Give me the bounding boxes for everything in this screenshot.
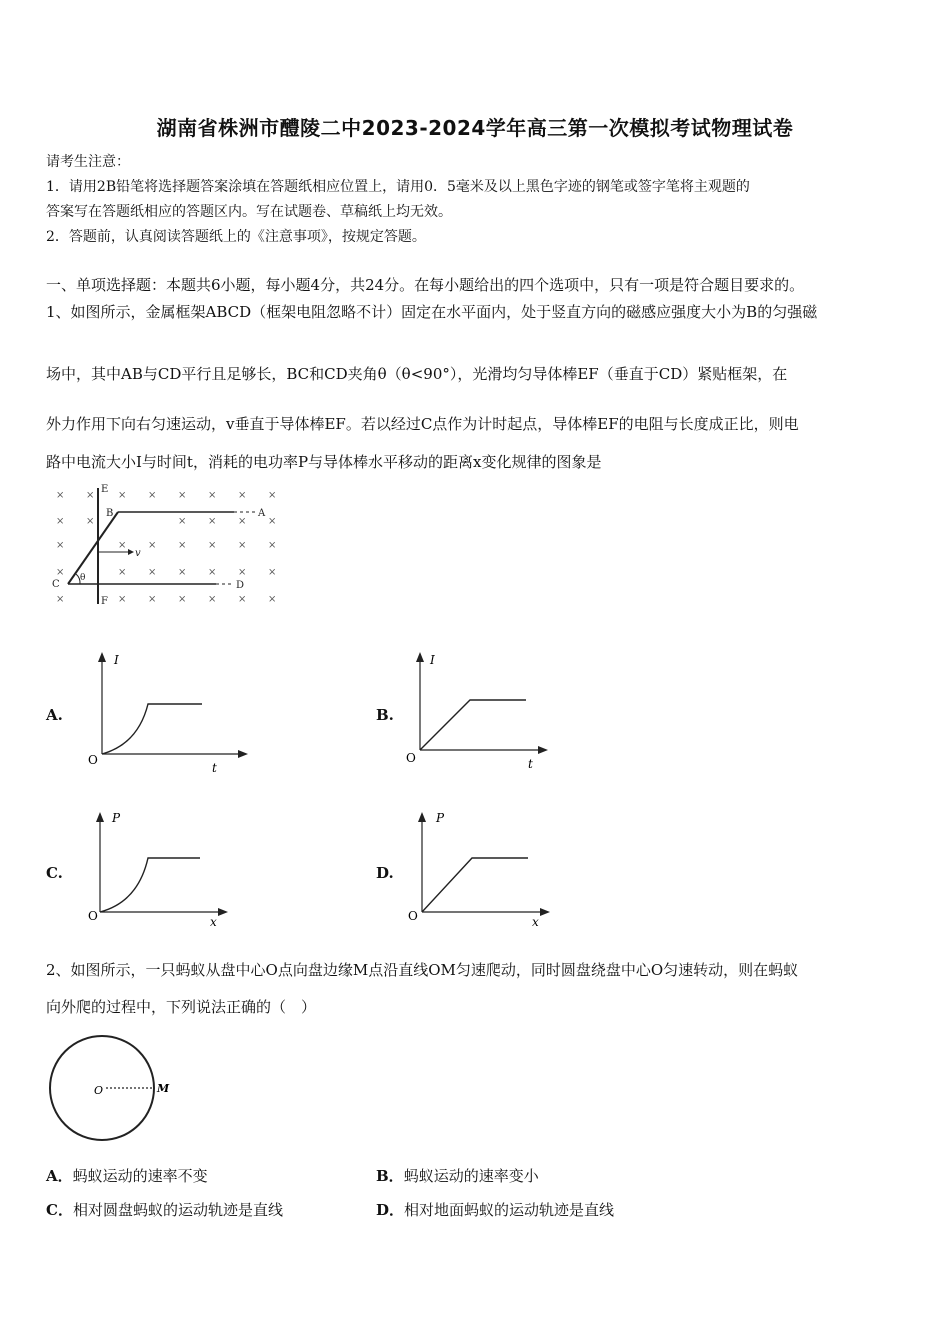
label-c: C xyxy=(52,579,60,590)
svg-text:×: × xyxy=(118,567,127,578)
origin-label: O xyxy=(88,909,98,923)
svg-text:×: × xyxy=(208,490,217,501)
curve-d xyxy=(422,858,528,912)
q1-option-a-label[interactable]: A. xyxy=(46,706,63,724)
notice-line-1b: 答案写在答题纸相应的答题区内。写在试题卷、草稿纸上均无效。 xyxy=(46,204,452,220)
svg-text:×: × xyxy=(56,540,65,551)
x-axis-label: t xyxy=(528,757,533,771)
svg-text:×: × xyxy=(268,540,277,551)
svg-text:×: × xyxy=(118,490,127,501)
q2-line-1: 2、如图所示，一只蚂蚁从盘中心O点向盘边缘M点沿直线OM匀速爬动，同时圆盘绕盘中心O匀速转动，则在蚂蚁 xyxy=(46,961,799,979)
label-m: M xyxy=(157,1082,170,1095)
label-theta: θ xyxy=(80,573,86,583)
svg-text:×: × xyxy=(178,594,187,605)
label-f: F xyxy=(101,596,108,607)
y-axis-label: I xyxy=(430,653,435,667)
q2-option-d-text: 相对地面蚂蚁的运动轨迹是直线 xyxy=(404,1201,615,1219)
svg-text:×: × xyxy=(208,594,217,605)
q2-option-b-text: 蚂蚁运动的速率变小 xyxy=(403,1167,539,1185)
notice-line-1: 1．请用2B铅笔将选择题答案涂填在答题纸相应位置上，请用0．5毫米及以上黑色字迹的钢笔或签字笔将主观题的 xyxy=(46,179,750,195)
y-axis-label: P xyxy=(112,811,121,825)
q1-option-a-graph[interactable] xyxy=(80,648,250,778)
label-o: O xyxy=(94,1084,104,1097)
svg-text:×: × xyxy=(86,490,95,501)
q1-frame-figure xyxy=(46,482,286,610)
svg-text:×: × xyxy=(238,567,247,578)
q2-option-d[interactable] xyxy=(376,1199,706,1221)
q1-option-b-label[interactable]: B. xyxy=(376,706,394,724)
q1-option-c-graph[interactable] xyxy=(80,806,250,930)
q2-option-c[interactable] xyxy=(46,1199,376,1221)
q1-option-b-graph[interactable] xyxy=(400,648,570,778)
notice-heading: 请考生注意： xyxy=(46,154,130,170)
x-axis-label: x xyxy=(532,915,539,929)
svg-text:×: × xyxy=(148,567,157,578)
svg-text:×: × xyxy=(56,567,65,578)
y-axis-label: I xyxy=(114,653,119,667)
svg-text:×: × xyxy=(178,567,187,578)
svg-text:×: × xyxy=(148,594,157,605)
svg-text:×: × xyxy=(86,516,95,527)
q2-option-a[interactable] xyxy=(46,1165,376,1187)
section-heading: 一、单项选择题：本题共6小题，每小题4分，共24分。在每小题给出的四个选项中，只有一项是符合题目要求的。 xyxy=(46,276,805,294)
q2-option-c-label: C． xyxy=(46,1201,73,1219)
svg-text:×: × xyxy=(56,490,65,501)
svg-text:×: × xyxy=(238,516,247,527)
svg-text:×: × xyxy=(178,490,187,501)
label-v: v xyxy=(135,548,141,559)
x-axis-label: t xyxy=(212,761,217,775)
svg-text:×: × xyxy=(208,567,217,578)
q2-option-a-label: A． xyxy=(46,1167,73,1185)
label-e: E xyxy=(101,484,109,495)
q1-line-2: 场中，其中AB与CD平行且足够长，BC和CD夹角θ（θ<90°），光滑均匀导体棒EF（垂直于CD）紧贴框架，在 xyxy=(46,365,788,383)
q1-line-4: 路中电流大小I与时间t，消耗的电功率P与导体棒水平移动的距离x变化规律的图象是 xyxy=(46,453,602,471)
x-axis-label: x xyxy=(210,915,217,929)
origin-label: O xyxy=(408,909,418,923)
origin-label: O xyxy=(88,753,98,767)
svg-text:×: × xyxy=(268,516,277,527)
svg-text:×: × xyxy=(148,490,157,501)
svg-text:×: × xyxy=(268,567,277,578)
svg-text:×: × xyxy=(56,516,65,527)
q1-option-d-graph[interactable] xyxy=(400,806,570,930)
curve-a xyxy=(102,704,202,754)
q1-option-c-label[interactable]: C. xyxy=(46,864,63,882)
svg-text:×: × xyxy=(56,594,65,605)
curve-c xyxy=(100,858,200,912)
svg-text:×: × xyxy=(268,490,277,501)
svg-text:×: × xyxy=(178,540,187,551)
q2-line-2: 向外爬的过程中，下列说法正确的（ ） xyxy=(46,998,317,1016)
q2-option-b-label: B． xyxy=(376,1167,404,1185)
q2-option-d-label: D． xyxy=(376,1201,405,1219)
q2-option-b[interactable] xyxy=(376,1165,706,1187)
y-axis-label: P xyxy=(436,811,445,825)
svg-text:×: × xyxy=(148,540,157,551)
svg-text:×: × xyxy=(268,594,277,605)
svg-text:×: × xyxy=(208,516,217,527)
notice-line-2: 2．答题前，认真阅读答题纸上的《注意事项》，按规定答题。 xyxy=(46,229,426,245)
q2-option-c-text: 相对圆盘蚂蚁的运动轨迹是直线 xyxy=(72,1201,283,1219)
q1-line-1: 1、如图所示，金属框架ABCD（框架电阻忽略不计）固定在水平面内，处于竖直方向的磁感应强度大小为B的匀强磁 xyxy=(46,303,818,321)
svg-text:×: × xyxy=(238,594,247,605)
label-b: B xyxy=(106,508,114,519)
q2-option-a-text: 蚂蚁运动的速率不变 xyxy=(72,1167,208,1185)
origin-label: O xyxy=(406,751,416,765)
svg-text:×: × xyxy=(118,594,127,605)
q2-disc-figure xyxy=(46,1034,176,1144)
label-d: D xyxy=(236,580,245,591)
svg-text:×: × xyxy=(238,540,247,551)
svg-text:×: × xyxy=(118,540,127,551)
svg-text:×: × xyxy=(238,490,247,501)
q1-option-d-label[interactable]: D. xyxy=(376,864,394,882)
curve-b xyxy=(420,700,526,750)
svg-text:×: × xyxy=(208,540,217,551)
page-title: 湖南省株洲市醴陵二中2023-2024学年高三第一次模拟考试物理试卷 xyxy=(156,116,794,140)
q1-line-3: 外力作用下向右匀速运动，v垂直于导体棒EF。若以经过C点作为计时起点，导体棒EF的电阻与长度成正比，则电 xyxy=(46,415,799,433)
svg-text:×: × xyxy=(178,516,187,527)
label-a: A xyxy=(258,508,266,519)
